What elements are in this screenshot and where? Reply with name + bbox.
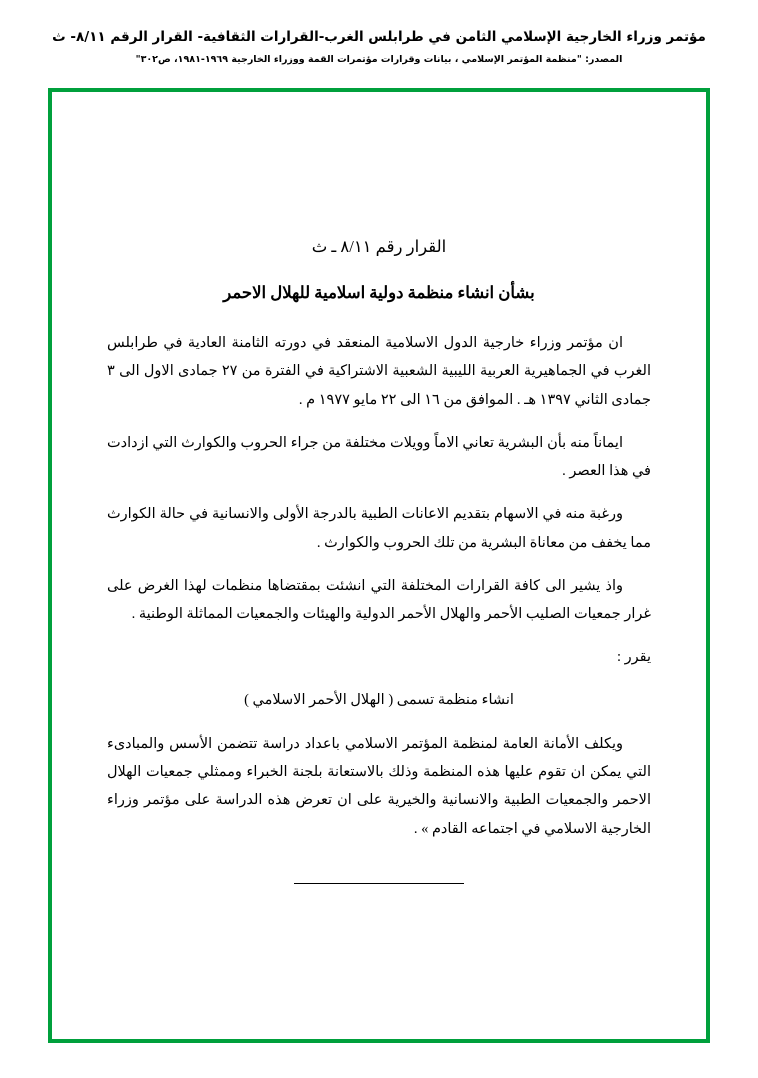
decision-clause: انشاء منظمة تسمى ( الهلال الأحمر الاسلامي ) bbox=[244, 691, 514, 708]
decision-number: القرار رقم ٨/١١ ـ ث bbox=[311, 237, 447, 256]
decision-subject: بشأن انشاء منظمة دولية اسلامية للهلال الاحمر bbox=[223, 283, 535, 302]
decides-label: يقرر : bbox=[616, 649, 651, 666]
paragraph: ورغبة منه في الاسهام بتقديم الاعانات الطبية بالدرجة الأولى والانسانية في حالة الكوارث مما يخفف من معاناة البشرية من تلك الحروب والكوارث . bbox=[107, 506, 651, 551]
paragraph: ايماناً منه بأن البشرية تعاني الاماً وويلات مختلفة من جراء الحروب والكوارث التي ازدادت في هذا العصر . bbox=[107, 434, 651, 480]
paragraph: ان مؤتمر وزراء خارجية الدول الاسلامية المنعقد في دورته الثامنة العادية في طرابلس الغرب في الجماهيرية العربية الليبية الشعبية الاشتراكية في الفترة من ٢٧ جمادى الاول الى ٣ جمادى الثاني ١٣٩٧ هـ . الموافق من ١٦ الى ٢٢ مايو ١٩٧٧ م . bbox=[107, 335, 651, 408]
header-source: المصدر: "منظمة المؤتمر الإسلامي ، بيانات وقرارات مؤتمرات القمة ووزراء الخارجية ١٩٦٩-١٩٨١، ص٣٠٢" bbox=[135, 53, 623, 65]
header-title: مؤتمر وزراء الخارجية الإسلامي الثامن في طرابلس الغرب-القرارات الثقافية- القرار الرقم ٨/١١- ث bbox=[52, 29, 706, 45]
horizontal-rule bbox=[294, 883, 464, 884]
page-header bbox=[0, 0, 758, 65]
document-frame bbox=[48, 88, 710, 1043]
paragraph: واذ يشير الى كافة القرارات المختلفة التي انشئت بمقتضاها منظمات لهذا الغرض على غرار جمعيات الصليب الأحمر والهلال الأحمر الدولية والهيئات والجمعيات المماثلة الوطنية . bbox=[107, 577, 651, 623]
document-body bbox=[107, 237, 651, 884]
final-paragraph: ويكلف الأمانة العامة لمنظمة المؤتمر الاسلامي باعداد دراسة تتضمن الأسس والمبادىء التي يمكن ان تقوم عليها هذه المنظمة وذلك بالاستعانة بلجنة الخبراء وممثلي جمعيات الهلال الاحمر والجمعيات الطبية والانسانية والخيرية على ان تعرض هذه الدراسة على مؤتمر وزراء الخارجية الاسلامي في اجتماعه القادم » . bbox=[107, 735, 651, 837]
